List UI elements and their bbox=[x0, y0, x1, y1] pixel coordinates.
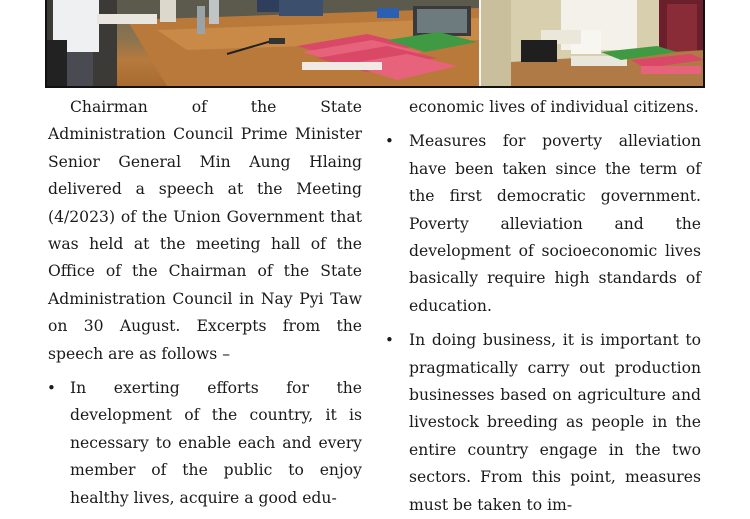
bullet-text: In doing business, it is important to pragmatically carry out production businesses based on agriculture and livestock breeding as people in the entire country engage in the two sectors. From this point, measures must be taken to im- bbox=[409, 331, 701, 514]
bullet-item-development bbox=[48, 375, 362, 512]
bullet-text: In exerting efforts for the development of the country, it is necessary to enable each and every member of the public to enjoy healthy lives, acquire a good edu- bbox=[70, 379, 362, 507]
bullet-dot: • bbox=[385, 331, 394, 350]
speaker-scene-illustration bbox=[481, 0, 705, 86]
article-intro-paragraph: Chairman of the State Administration Council Prime Minister Senior General Min Aung Hlaing delivered a speech at the Meeting (4/2023) of the Union Government that was held at the meeting hall of the Office of the Chairman of the State Administration Council in Nay Pyi Taw on 30 August. Excerpts from the speech are as follows – bbox=[48, 98, 362, 363]
continued-text: economic lives of individual citizens. bbox=[409, 98, 699, 116]
bullet-dot: • bbox=[385, 132, 394, 151]
news-photo-strip bbox=[45, 0, 705, 88]
meeting-scene-illustration bbox=[47, 0, 479, 86]
bullet-item-poverty-alleviation bbox=[385, 128, 701, 320]
bullet-dot: • bbox=[47, 379, 56, 398]
article-right-column bbox=[385, 94, 701, 519]
bullet-item-business bbox=[385, 327, 701, 519]
speaker-photo bbox=[481, 0, 705, 86]
article-left-column bbox=[48, 94, 362, 512]
bullet-text: Measures for poverty alleviation have been taken since the term of the first democratic government. Poverty alleviation and the development of socioeconomic lives basically require high standards of education. bbox=[409, 132, 701, 315]
meeting-photo bbox=[47, 0, 479, 86]
